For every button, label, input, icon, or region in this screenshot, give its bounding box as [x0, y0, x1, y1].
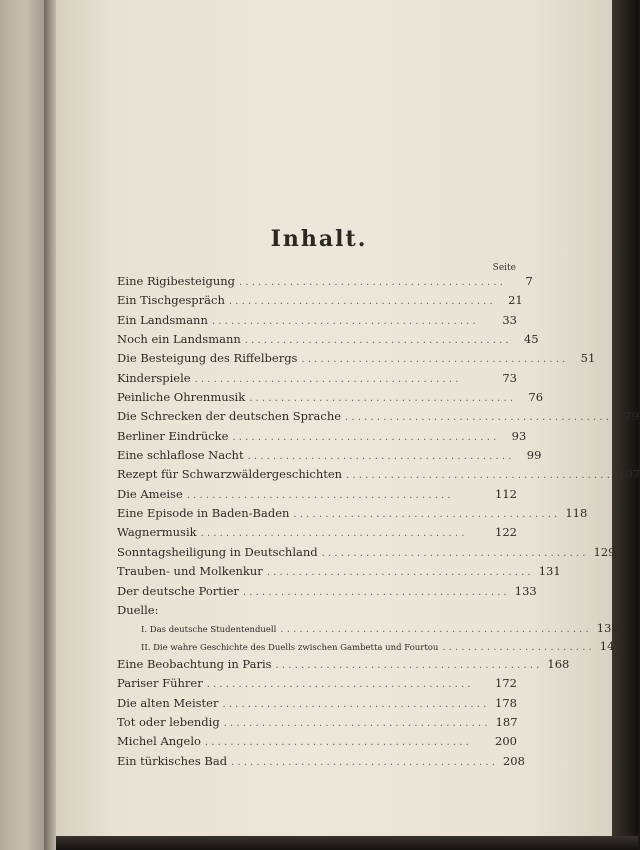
table-of-contents: [117, 272, 640, 771]
toc-row: [117, 291, 523, 310]
toc-title: Ein Tischgespräch: [117, 293, 225, 308]
toc-page-number: 76: [528, 390, 544, 405]
page-title: Inhalt.: [270, 226, 368, 252]
toc-row: [117, 311, 517, 330]
toc-row: [117, 655, 570, 674]
toc-title: Die Schrecken der deutschen Sprache: [117, 409, 342, 424]
leader-dots: . . . . . . . . . . . . . . . . . . . . . . . . . . . . . . . . . . . . . . . . . .: [200, 528, 465, 540]
toc-page-number: 107: [617, 467, 640, 482]
toc-row: [117, 523, 517, 542]
toc-page-number: 208: [502, 753, 525, 768]
toc-title: Eine Beobachtung in Paris: [117, 656, 272, 671]
toc-row: [117, 674, 517, 693]
toc-page-number: 131: [538, 564, 561, 579]
toc-section-title: Duelle:: [117, 602, 159, 617]
leader-dots: . . . . . . . . . . . . . . . . . . . . . . . . . . . . . . . . . . . . . . . . . . . . . . . . .: [280, 623, 589, 635]
toc-title: Die Besteigung des Riffelbergs: [117, 351, 298, 366]
toc-page-number: 137: [596, 620, 619, 635]
toc-row: [117, 465, 640, 484]
toc-title: Noch ein Landsmann: [117, 332, 241, 347]
toc-row: [117, 446, 542, 465]
toc-title: Berliner Eindrücke: [117, 428, 229, 443]
leader-dots: . . . . . . . . . . . . . . . . . . . . . . . . . . . . . . . . . . . . . . . . . .: [211, 315, 476, 327]
toc-title: Die alten Meister: [117, 695, 219, 710]
toc-page-number: 51: [580, 351, 596, 366]
leader-dots: . . . . . . . . . . . . . . . . . . . . . . . . . . . . . . . . . . . . . . . . . .: [242, 586, 507, 598]
toc-page-number: 118: [565, 506, 588, 521]
leader-dots: . . . . . . . . . . . . . . . . . . . . . . . . . . . . . . . . . . . . . . . . . .: [186, 489, 451, 501]
leader-dots: . . . . . . . . . . . . . . . . . . . . . . . . . . . . . . . . . . . . . . . . . .: [321, 547, 586, 559]
toc-page-number: 45: [523, 332, 539, 347]
toc-row: [117, 427, 527, 446]
leader-dots: . . . . . . . . . . . . . . . . . . . . . . . . . . . . . . . . . . . . . . . . . .: [228, 296, 493, 308]
leader-dots: . . . . . . . . . . . . . . . . . . . . . . . . . . . . . . . . . . . . . . . . . .: [293, 509, 558, 521]
leader-dots: . . . . . . . . . . . . . . . . . . . . . . . . . . . . . . . . . . . . . . . . . .: [222, 698, 487, 710]
toc-title: Peinliche Ohrenmusik: [117, 390, 246, 405]
toc-title: Der deutsche Portier: [117, 583, 239, 598]
leader-dots: . . . . . . . . . . . . . . . . . . . . . . . .: [442, 641, 592, 653]
toc-title: Eine Rigibesteigung: [117, 274, 236, 288]
leader-dots: . . . . . . . . . . . . . . . . . . . . . . . . . . . . . . . . . . . . . . . . . .: [247, 451, 512, 463]
leader-dots: . . . . . . . . . . . . . . . . . . . . . . . . . . . . . . . . . . . . . . . . . .: [301, 354, 566, 366]
toc-title: Michel Angelo: [117, 734, 201, 749]
toc-row: [117, 543, 616, 562]
toc-title: Rezept für Schwarzwäldergeschichten: [117, 467, 343, 482]
leader-dots: . . . . . . . . . . . . . . . . . . . . . . . . . . . . . . . . . . . . . . . . . .: [266, 567, 531, 579]
toc-row: [117, 330, 539, 349]
toc-page-number: 147: [599, 638, 622, 653]
toc-title: Tot oder lebendig: [117, 714, 220, 729]
toc-row: [117, 407, 639, 426]
toc-page-number: 112: [495, 486, 517, 501]
toc-title: Wagnermusik: [117, 525, 197, 540]
toc-row: [117, 485, 517, 504]
page-column-label: Seite: [492, 263, 516, 273]
leader-dots: . . . . . . . . . . . . . . . . . . . . . . . . . . . . . . . . . . . . . . . . . .: [194, 373, 459, 385]
toc-title: Sonntagsheiligung in Deutschland: [117, 544, 318, 559]
toc-subentry: [117, 619, 619, 637]
toc-title: Trauben- und Molkenkur: [117, 564, 263, 579]
toc-subentry-title: I. Das deutsche Studentenduell: [141, 624, 277, 635]
left-page-edge: [0, 0, 46, 850]
leader-dots: . . . . . . . . . . . . . . . . . . . . . . . . . . . . . . . . . . . . . . . . . .: [206, 679, 471, 691]
toc-title: Kinderspiele: [117, 370, 191, 385]
toc-page-number: 168: [547, 656, 570, 671]
toc-page-number: 33: [502, 312, 517, 327]
leader-dots: . . . . . . . . . . . . . . . . . . . . . . . . . . . . . . . . . . . . . . . . . .: [275, 659, 540, 671]
toc-page-number: 7: [525, 274, 533, 288]
toc-page-number: 172: [495, 676, 517, 691]
leader-dots: . . . . . . . . . . . . . . . . . . . . . . . . . . . . . . . . . . . . . . . . . .: [244, 335, 509, 347]
toc-row: [117, 582, 537, 601]
toc-page-number: 73: [502, 370, 517, 385]
toc-page-number: 133: [514, 583, 537, 598]
toc-page-number: 178: [495, 695, 517, 710]
toc-title: Pariser Führer: [117, 676, 203, 691]
toc-page-number: 200: [495, 734, 517, 749]
toc-page-number: 122: [495, 525, 517, 540]
background-bottom: [56, 836, 638, 850]
leader-dots: . . . . . . . . . . . . . . . . . . . . . . . . . . . . . . . . . . . . . . . . . .: [232, 431, 497, 443]
leader-dots: . . . . . . . . . . . . . . . . . . . . . . . . . . . . . . . . . . . . . . . . . .: [249, 393, 514, 405]
toc-section-heading: [117, 601, 517, 619]
leader-dots: . . . . . . . . . . . . . . . . . . . . . . . . . . . . . . . . . . . . . . . . . .: [204, 737, 469, 749]
toc-page-number: 79: [624, 409, 639, 424]
leader-dots: . . . . . . . . . . . . . . . . . . . . . . . . . . . . . . . . . . . . . . . . . .: [239, 277, 503, 288]
toc-subentry: [117, 637, 622, 655]
toc-page-number: 21: [508, 293, 523, 308]
toc-row: [117, 369, 517, 388]
toc-title: Die Ameise: [117, 486, 183, 501]
toc-page-number: 99: [526, 448, 542, 463]
toc-title: Ein Landsmann: [117, 312, 208, 327]
toc-row: [117, 349, 596, 368]
leader-dots: . . . . . . . . . . . . . . . . . . . . . . . . . . . . . . . . . . . . . . . . . .: [231, 756, 495, 768]
toc-title: Eine Episode in Baden-Baden: [117, 506, 290, 521]
leader-dots: . . . . . . . . . . . . . . . . . . . . . . . . . . . . . . . . . . . . . . . . . .: [345, 412, 609, 424]
leader-dots: . . . . . . . . . . . . . . . . . . . . . . . . . . . . . . . . . . . . . . . . . .: [346, 470, 610, 482]
toc-row: [117, 713, 517, 732]
leader-dots: . . . . . . . . . . . . . . . . . . . . . . . . . . . . . . . . . . . . . . . . . .: [223, 717, 488, 729]
toc-row: [117, 694, 517, 713]
toc-page-number: 93: [511, 428, 527, 443]
toc-page-number: 187: [495, 714, 518, 729]
toc-subentry-title: II. Die wahre Geschichte des Duells zwischen Gambetta und Fourtou: [141, 642, 439, 653]
toc-row: [117, 562, 561, 581]
toc-page-number: 129: [593, 544, 616, 559]
toc-row: [117, 752, 525, 771]
toc-row: [117, 504, 588, 523]
toc-title: Eine schlaflose Nacht: [117, 448, 244, 463]
toc-row: [117, 388, 544, 407]
toc-title: Ein türkisches Bad: [117, 753, 228, 768]
toc-row: [117, 732, 517, 751]
toc-row: [117, 272, 533, 291]
